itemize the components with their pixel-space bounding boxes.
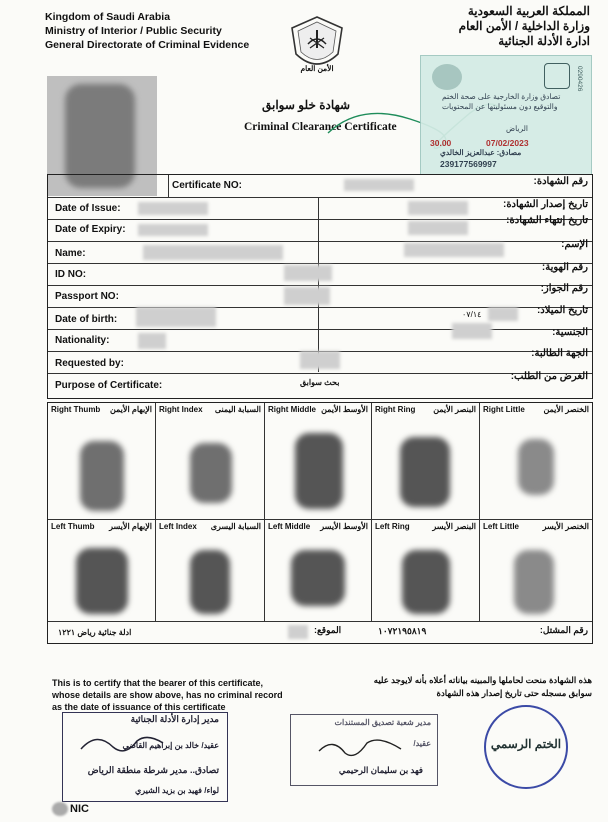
sticker-officer: مصادق: عبدالعزيز الخالدي bbox=[440, 148, 522, 157]
label-date-of-birth-ar: تاريخ الميلاد: bbox=[536, 305, 588, 316]
fp-right-middle-ar: الأوسط الأيمن bbox=[321, 405, 368, 414]
mid-stamp-line3: فهد بن سليمان الرحيمي bbox=[338, 765, 423, 775]
fp-left-little-ar: الخنصر الأيسر bbox=[542, 522, 589, 531]
fp-left-index-ar: السبابة اليسرى bbox=[210, 522, 261, 531]
left-stamp-line2: عقيد/ خالد بن إبراهيم القاضي bbox=[122, 741, 219, 750]
certificate-title-arabic: شهادة خلو سوابق bbox=[262, 98, 351, 112]
location-redacted bbox=[288, 625, 308, 639]
fp-right-index-ar: السبابة اليمنى bbox=[214, 405, 261, 414]
left-signature-icon bbox=[77, 729, 167, 759]
label-date-of-expiry-ar: تاريخ إنتهاء الشهادة: bbox=[506, 215, 588, 226]
dob-redacted bbox=[136, 307, 216, 327]
emblem-caption: الأمن العام bbox=[300, 64, 334, 73]
foreign-affairs-sticker bbox=[420, 55, 592, 175]
label-purpose: Purpose of Certificate: bbox=[55, 380, 163, 391]
middle-signature-icon bbox=[315, 733, 405, 763]
sticker-logo-icon bbox=[432, 64, 462, 90]
fp-left-index bbox=[156, 520, 265, 621]
mid-stamp-line2: عقيد/ bbox=[413, 739, 431, 748]
applicant-details-table bbox=[47, 174, 593, 399]
fp-right-thumb-en: Right Thumb bbox=[51, 405, 101, 414]
case-number-label: رقم المشتل: bbox=[539, 625, 588, 635]
cert-en-line2: whose details are show above, has no criminal record bbox=[52, 690, 283, 700]
location-value: ادلة جنائية رياض ١٢٢١ bbox=[58, 628, 132, 637]
certification-english bbox=[52, 677, 283, 713]
fp-left-ring bbox=[372, 520, 480, 621]
sticker-city: الرياض bbox=[506, 124, 528, 133]
label-name: Name: bbox=[55, 248, 86, 259]
fp-left-ring-en: Left Ring bbox=[375, 522, 410, 531]
label-date-of-issue-ar: تاريخ إصدار الشهادة: bbox=[502, 199, 588, 210]
issue-date-redacted bbox=[138, 202, 208, 215]
header-en-line3: General Directorate of Criminal Evidence bbox=[45, 39, 250, 51]
sticker-number: 239177569997 bbox=[440, 159, 497, 169]
certification-arabic bbox=[374, 674, 592, 700]
fp-right-thumb-ar: الإبهام الأيمن bbox=[109, 405, 152, 414]
fp-right-ring-ar: البنصر الأيمن bbox=[433, 405, 476, 414]
fp-left-index-en: Left Index bbox=[159, 522, 197, 531]
fp-left-middle-ar: الأوسط الأيسر bbox=[320, 522, 368, 531]
fp-left-middle-en: Left Middle bbox=[268, 522, 311, 531]
passport-no-redacted bbox=[284, 287, 330, 305]
header-ar-line2: وزارة الداخلية / الأمن العام bbox=[458, 19, 590, 33]
nic-label: NIC bbox=[70, 803, 89, 815]
cert-ar-line2: سوابق مسجله حتى تاريخ إصدار هذه الشهادة bbox=[436, 688, 592, 698]
label-requested-by: Requested by: bbox=[55, 358, 124, 369]
name-redacted bbox=[143, 245, 283, 260]
location-label: الموقع: bbox=[314, 625, 342, 635]
public-security-emblem-icon bbox=[286, 14, 348, 76]
cert-en-line3: as the date of issuance of this certificate bbox=[52, 702, 226, 712]
id-no-redacted bbox=[284, 265, 332, 281]
cert-en-line1: This is to certify that the bearer of this certificate, bbox=[52, 678, 264, 688]
fp-right-middle bbox=[265, 403, 372, 519]
fp-left-little bbox=[480, 520, 592, 621]
certificate-no-redacted bbox=[344, 179, 414, 191]
label-passport-no: Passport NO: bbox=[55, 291, 119, 302]
fp-right-ring bbox=[372, 403, 480, 519]
left-stamp-line1: مدير إدارة الأدلة الجنائية bbox=[130, 714, 219, 724]
sticker-price: 30.00 bbox=[430, 138, 452, 148]
left-stamp-line4: لواء/ فهيد بن بزيد الشيري bbox=[134, 786, 219, 795]
fp-right-thumb bbox=[48, 403, 156, 519]
label-date-of-issue: Date of Issue: bbox=[55, 203, 121, 214]
fp-right-index bbox=[156, 403, 265, 519]
label-date-of-expiry: Date of Expiry: bbox=[55, 224, 126, 235]
fp-right-ring-en: Right Ring bbox=[375, 405, 416, 414]
certificate-title-english: Criminal Clearance Certificate bbox=[244, 121, 397, 133]
header-ar-line3: ادارة الأدلة الجنائية bbox=[498, 34, 590, 48]
header-arabic bbox=[459, 4, 590, 49]
header-en-line1: Kingdom of Saudi Arabia bbox=[45, 11, 171, 23]
label-passport-no-ar: رقم الجواز: bbox=[540, 283, 588, 294]
fp-left-thumb-ar: الإبهام الأيسر bbox=[109, 522, 152, 531]
official-round-stamp bbox=[484, 705, 568, 789]
fp-right-little-ar: الخنصر الأيمن bbox=[543, 405, 589, 414]
nationality-ar-redacted bbox=[452, 323, 492, 339]
label-id-no: ID NO: bbox=[55, 269, 87, 280]
sticker-date: 07/02/2023 bbox=[486, 138, 529, 148]
sticker-line1: تصادق وزارة الخارجية على صحة الختم bbox=[442, 92, 561, 101]
fp-right-middle-en: Right Middle bbox=[268, 405, 316, 414]
fp-right-little-en: Right Little bbox=[483, 405, 525, 414]
header-en-line2: Ministry of Interior / Public Security bbox=[45, 25, 222, 37]
header-ar-line1: المملكة العربية السعودية bbox=[467, 4, 590, 18]
fp-left-thumb-en: Left Thumb bbox=[51, 522, 95, 531]
label-requested-by-ar: الجهة الطالبة: bbox=[531, 348, 588, 359]
dob-ar-redacted bbox=[488, 307, 518, 321]
expiry-date-redacted bbox=[138, 224, 208, 236]
label-purpose-ar: الغرض من الطلب: bbox=[510, 371, 588, 382]
left-stamp-line3: تصادق.. مدير شرطة منطقة الرياض bbox=[87, 765, 219, 775]
nic-logo-icon bbox=[52, 802, 68, 816]
sticker-line2: والتوقيع دون مسئوليتها عن المحتويات bbox=[442, 102, 558, 111]
issue-date-ar-redacted bbox=[408, 201, 468, 215]
name-ar-redacted bbox=[404, 243, 504, 257]
round-stamp-text: الختم الرسمي bbox=[490, 737, 562, 751]
sticker-serial: 0290426 bbox=[576, 66, 583, 92]
cert-ar-line1: هذه الشهادة منحت لحاملها والمبينه بياناته أعلاه بأنه لايوجد عليه bbox=[373, 675, 592, 685]
fingerprint-panel bbox=[47, 402, 593, 644]
fp-left-thumb bbox=[48, 520, 156, 621]
purpose-value: بحث سوابق bbox=[300, 378, 340, 387]
fp-left-little-en: Left Little bbox=[483, 522, 519, 531]
label-certificate-no-ar: رقم الشهادة: bbox=[533, 176, 588, 187]
fp-right-little bbox=[480, 403, 592, 519]
label-date-of-birth: Date of birth: bbox=[55, 314, 118, 325]
document-authentication-stamp bbox=[290, 714, 438, 786]
expiry-date-ar-redacted bbox=[408, 221, 468, 235]
label-nationality: Nationality: bbox=[55, 335, 110, 346]
dob-ar-partial: ٠٧/١٤ bbox=[462, 310, 482, 319]
label-certificate-no: Certificate NO: bbox=[172, 180, 243, 191]
fp-right-index-en: Right Index bbox=[159, 405, 203, 414]
criminal-evidence-director-stamp bbox=[62, 712, 228, 802]
fp-left-middle bbox=[265, 520, 372, 621]
case-number: ١٠٧٢١٩٥٨١٩ bbox=[378, 626, 427, 636]
sticker-emblem-icon bbox=[544, 63, 570, 89]
header-english bbox=[45, 10, 249, 52]
nationality-redacted bbox=[138, 333, 166, 349]
fp-left-ring-ar: البنصر الأيسر bbox=[432, 522, 476, 531]
label-name-ar: الإسم: bbox=[561, 239, 588, 250]
requested-by-redacted bbox=[300, 351, 340, 369]
mid-stamp-line1: مدير شعبة تصديق المستندات bbox=[334, 718, 431, 727]
label-nationality-ar: الجنسية: bbox=[552, 327, 588, 338]
label-id-no-ar: رقم الهوية: bbox=[541, 262, 588, 273]
